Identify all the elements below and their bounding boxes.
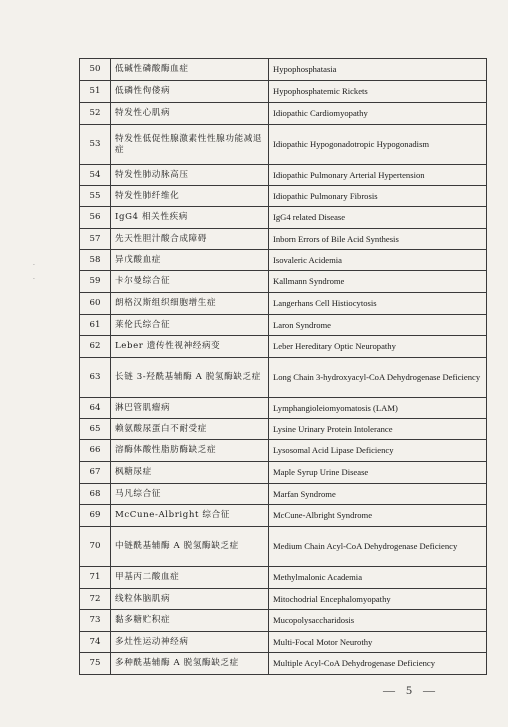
row-number: 54 [80,165,111,186]
row-number: 71 [80,567,111,589]
chinese-name: 特发性心肌病 [111,103,269,125]
english-name: Laron Syndrome [269,315,487,336]
table-row [80,358,487,398]
table-row [80,271,487,293]
table-row [80,484,487,505]
chinese-name: 赖氨酸尿蛋白不耐受症 [111,419,269,440]
row-number: 65 [80,419,111,440]
chinese-name: 溶酶体酸性脂肪酶缺乏症 [111,440,269,462]
english-name: Langerhans Cell Histiocytosis [269,293,487,315]
english-name: Mucopolysaccharidosis [269,610,487,632]
table-row [80,440,487,462]
table-row [80,632,487,653]
english-name: Long Chain 3-hydroxyacyl-CoA Dehydrogenase Deficiency [269,358,487,398]
chinese-name: 先天性胆汁酸合成障碍 [111,229,269,250]
table-row [80,610,487,632]
row-number: 51 [80,81,111,103]
chinese-name: 甲基丙二酸血症 [111,567,269,589]
table-row [80,527,487,567]
rare-disease-table [79,58,487,675]
table-row [80,419,487,440]
english-name: Marfan Syndrome [269,484,487,505]
chinese-name: 长链 3-羟酰基辅酶 A 脱氢酶缺乏症 [111,358,269,398]
chinese-name: IgG4 相关性疾病 [111,207,269,229]
row-number: 75 [80,653,111,675]
row-number: 56 [80,207,111,229]
chinese-name: 朗格汉斯组织细胞增生症 [111,293,269,315]
chinese-name: 线粒体脑肌病 [111,589,269,610]
table-row [80,653,487,675]
row-number: 64 [80,398,111,419]
english-name: Idiopathic Cardiomyopathy [269,103,487,125]
chinese-name: McCune-Albright 综合征 [111,505,269,527]
english-name: Idiopathic Hypogonadotropic Hypogonadism [269,125,487,165]
row-number: 67 [80,462,111,484]
table-row [80,293,487,315]
chinese-name: 中链酰基辅酶 A 脱氢酶缺乏症 [111,527,269,567]
row-number: 50 [80,59,111,81]
table-row [80,125,487,165]
english-name: Isovaleric Acidemia [269,250,487,271]
chinese-name: 黏多糖贮积症 [111,610,269,632]
row-number: 68 [80,484,111,505]
row-number: 69 [80,505,111,527]
table-row [80,250,487,271]
english-name: McCune-Albright Syndrome [269,505,487,527]
english-name: IgG4 related Disease [269,207,487,229]
row-number: 74 [80,632,111,653]
table-row [80,398,487,419]
chinese-name: 莱伦氏综合征 [111,315,269,336]
table-row [80,229,487,250]
row-number: 63 [80,358,111,398]
table-row [80,81,487,103]
table-row [80,589,487,610]
english-name: Lymphangioleiomyomatosis (LAM) [269,398,487,419]
row-number: 55 [80,186,111,207]
table-row [80,186,487,207]
english-name: Idiopathic Pulmonary Fibrosis [269,186,487,207]
table-row [80,336,487,358]
chinese-name: 枫糖尿症 [111,462,269,484]
chinese-name: 特发性肺纤维化 [111,186,269,207]
chinese-name: 马凡综合征 [111,484,269,505]
row-number: 59 [80,271,111,293]
chinese-name: 低磷性佝偻病 [111,81,269,103]
english-name: Lysine Urinary Protein Intolerance [269,419,487,440]
chinese-name: 卡尔曼综合征 [111,271,269,293]
row-number: 57 [80,229,111,250]
row-number: 62 [80,336,111,358]
english-name: Leber Hereditary Optic Neuropathy [269,336,487,358]
chinese-name: 特发性肺动脉高压 [111,165,269,186]
english-name: Maple Syrup Urine Disease [269,462,487,484]
row-number: 53 [80,125,111,165]
margin-mark: · [33,262,35,269]
row-number: 66 [80,440,111,462]
table-row [80,103,487,125]
row-number: 58 [80,250,111,271]
english-name: Multiple Acyl-CoA Dehydrogenase Deficiency [269,653,487,675]
chinese-name: 多种酰基辅酶 A 脱氢酶缺乏症 [111,653,269,675]
english-name: Idiopathic Pulmonary Arterial Hypertension [269,165,487,186]
row-number: 61 [80,315,111,336]
english-name: Inborn Errors of Bile Acid Synthesis [269,229,487,250]
table-row [80,462,487,484]
english-name: Hypophosphatemic Rickets [269,81,487,103]
table-row [80,59,487,81]
english-name: Multi-Focal Motor Neurothy [269,632,487,653]
chinese-name: 多灶性运动神经病 [111,632,269,653]
row-number: 60 [80,293,111,315]
english-name: Medium Chain Acyl-CoA Dehydrogenase Deficiency [269,527,487,567]
table-body [80,59,487,675]
chinese-name: 特发性低促性腺激素性性腺功能减退症 [111,125,269,165]
table-row [80,207,487,229]
table-row [80,165,487,186]
chinese-name: 低碱性磷酸酶血症 [111,59,269,81]
table-row [80,567,487,589]
table-row [80,505,487,527]
row-number: 72 [80,589,111,610]
margin-mark: · [33,276,35,283]
chinese-name: 异戊酸血症 [111,250,269,271]
row-number: 52 [80,103,111,125]
chinese-name: Leber 遗传性视神经病变 [111,336,269,358]
english-name: Hypophosphatasia [269,59,487,81]
english-name: Methylmalonic Academia [269,567,487,589]
table-row [80,315,487,336]
english-name: Kallmann Syndrome [269,271,487,293]
english-name: Lysosomal Acid Lipase Deficiency [269,440,487,462]
page-number: — 5 — [383,683,439,697]
row-number: 73 [80,610,111,632]
chinese-name: 淋巴管肌瘤病 [111,398,269,419]
row-number: 70 [80,527,111,567]
english-name: Mitochodrial Encephalomyopathy [269,589,487,610]
